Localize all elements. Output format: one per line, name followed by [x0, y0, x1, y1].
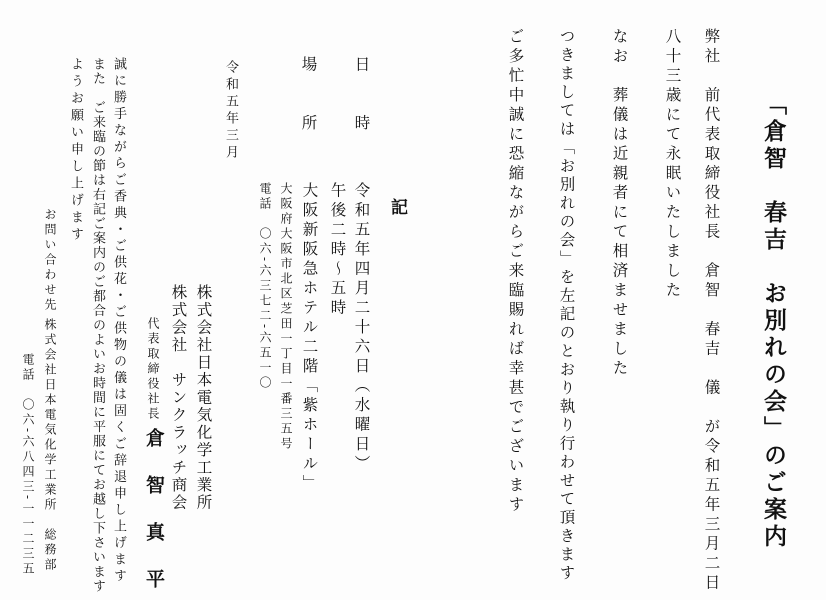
place-address: 大阪府大阪市北区芝田一丁目一番三五号: [279, 182, 293, 452]
datetime-label: 日 時: [352, 56, 371, 134]
announcement-line-5: ご多忙中誠に恐縮ながらご来臨賜れば幸甚でございます: [506, 28, 525, 516]
announcement-line-2: 八十三歳にて永眠いたしました: [663, 28, 682, 301]
sender-company-1: 株式会社日本電気化学工業所: [194, 284, 213, 512]
sender-company-2: 株式会社 サンクラッチ商会: [169, 284, 188, 512]
place-value-1: 大阪新阪急ホテル二階「紫ホール」: [300, 182, 319, 494]
announcement-line-1: 弊社 前代表取締役社長 倉智 春吉 儀 が令和五年三月二日: [702, 28, 721, 594]
letter-date: 令和五年三月: [223, 60, 238, 162]
contact-label: お問い合わせ先: [43, 208, 57, 313]
ki-marker: 記: [387, 198, 407, 215]
datetime-value-2: 午後二時〜五時: [328, 182, 347, 319]
contact-company: 株式会社日本電気化学工業所 総務部: [43, 318, 57, 573]
sender-title: 代表取締役社長: [146, 317, 160, 422]
note-line-1: 誠に勝手ながらご香典・ご供花・ご供物の儀は固くご辞退申し上げます: [111, 57, 126, 585]
datetime-value-1: 令和五年四月二十六日（水曜日）: [352, 182, 371, 475]
note-line-3: ようお願い申し上げます: [68, 57, 83, 244]
announcement-line-3: なお 葬儀は近親者にて相済ませました: [610, 28, 629, 379]
invitation-title: 「倉智 春吉 お別れの会」のご案内: [760, 92, 787, 551]
announcement-line-4: つきましては「お別れの会」を左記のとおり執り行わせて頂きます: [557, 28, 576, 583]
place-label: 場 所: [299, 56, 318, 134]
place-phone: 電話 〇六‐六三七二‐六五一〇: [258, 182, 272, 392]
note-line-2: また ご来臨の節は右記ご案内のご都合のよいお時間に平服にてお越し下さいます: [90, 57, 105, 594]
contact-phone: 電話 〇六‐六八四三‐一一二三五: [21, 353, 35, 578]
sender-name: 倉 智 真 平: [143, 428, 165, 593]
